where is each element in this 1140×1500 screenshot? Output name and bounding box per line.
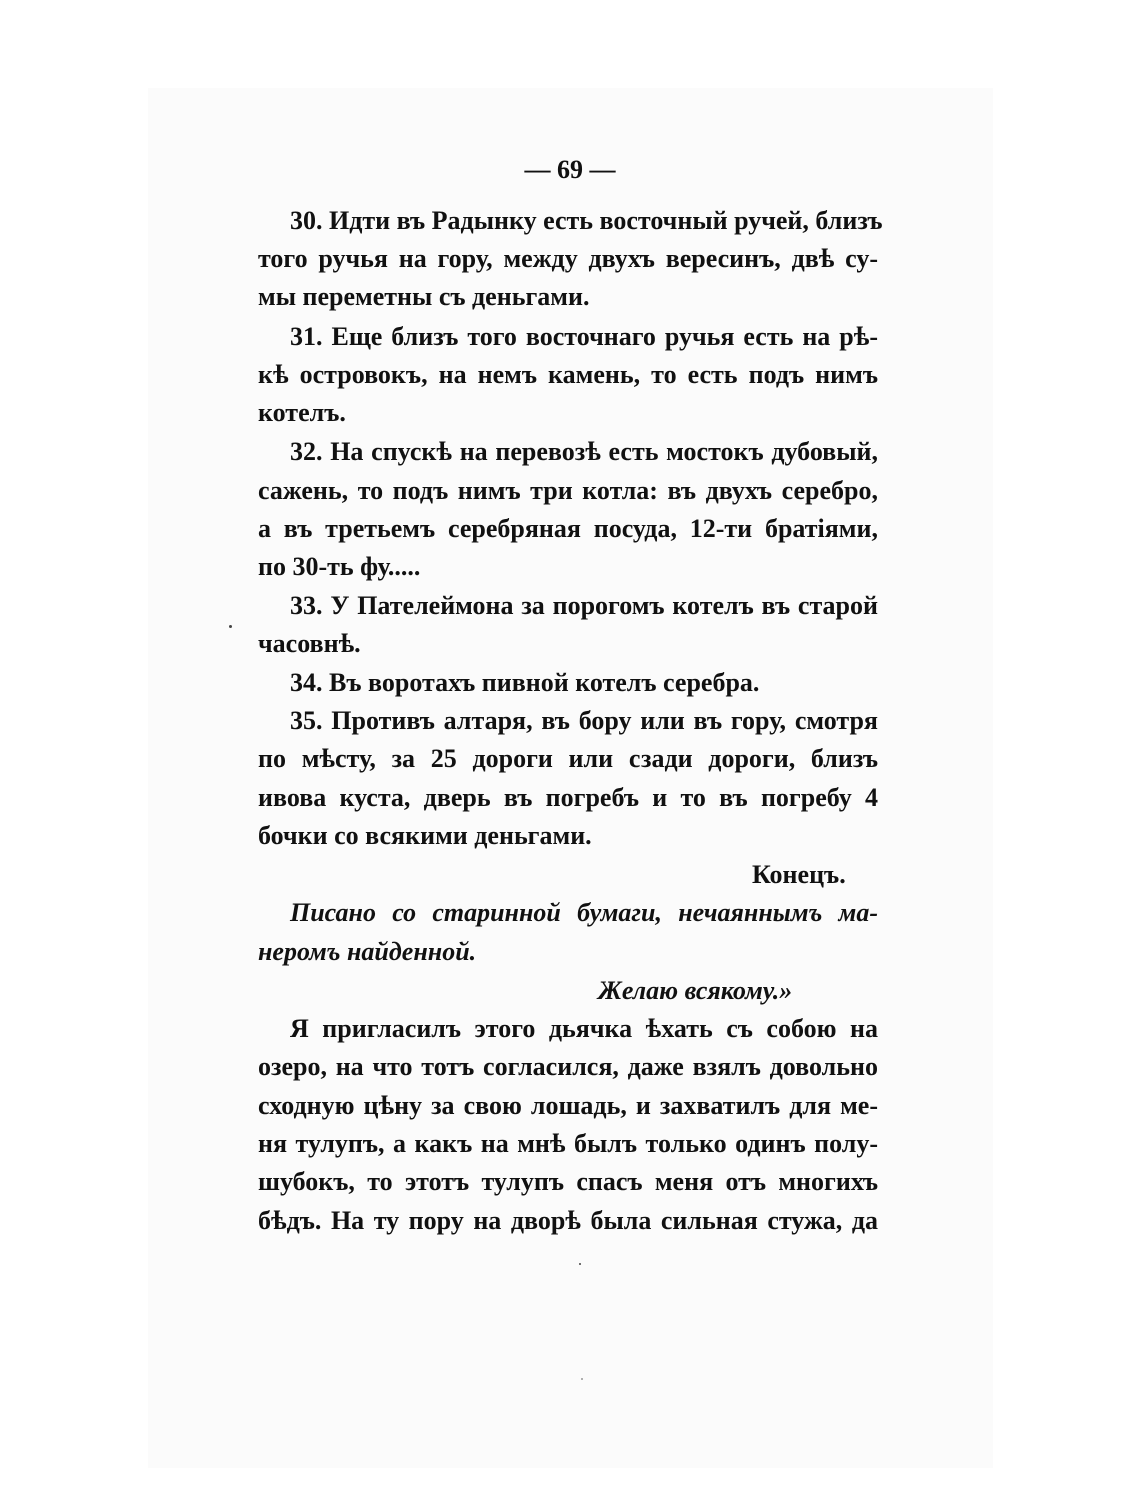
paragraph-35-line-1: 35. Противъ алтаря, въ бору или въ гору, смотря (290, 706, 878, 735)
narrative-line-2: озеро, на что тотъ согласился, даже взялъ довольно (258, 1052, 878, 1081)
narrative-line-3: сходную цѣну за свою лошадь, и захватилъ для ме- (258, 1091, 878, 1120)
narrative-line-5: шубокъ, то этотъ тулупъ спасъ меня отъ многихъ (258, 1167, 878, 1196)
page-number: — 69 — (524, 155, 616, 184)
paragraph-32-line-2: сажень, то подъ нимъ три котла: въ двухъ серебро, (258, 476, 878, 505)
paragraph-33-line-2: часовнѣ. (258, 629, 361, 658)
paragraph-34-line-1: 34. Въ воротахъ пивной котелъ серебра. (290, 668, 760, 697)
paragraph-30-line-2: того ручья на гору, между двухъ вересинъ, двѣ су- (258, 244, 878, 273)
paragraph-32-line-1: 32. На спускѣ на перевозѣ есть мостокъ дубовый, (290, 437, 878, 466)
paragraph-32-line-3: а въ третьемъ серебряная посуда, 12-ти братіями, (258, 514, 878, 543)
paragraph-35-line-3: ивова куста, дверь въ погребъ и то въ погребу 4 (258, 783, 878, 812)
note-line-1: Писано со старинной бумаги, нечаяннымъ ма- (290, 898, 878, 927)
paragraph-35-line-4: бочки со всякими деньгами. (258, 821, 592, 850)
narrative-line-1: Я пригласилъ этого дьячка ѣхать съ собою на (290, 1014, 878, 1043)
ink-speck (579, 1263, 581, 1265)
paragraph-31-line-3: котелъ. (258, 398, 346, 427)
paragraph-30-line-3: мы переметны съ деньгами. (258, 282, 590, 311)
narrative-line-6: бѣдъ. На ту пору на дворѣ была сильная стужа, да (258, 1206, 878, 1235)
paragraph-31-line-2: кѣ островокъ, на немъ камень, то есть подъ нимъ (258, 360, 878, 389)
ink-speck (581, 1378, 583, 1380)
ending-word: Конецъ. (752, 860, 846, 889)
paragraph-31-line-1: 31. Еще близъ того восточнаго ручья есть на рѣ- (290, 322, 878, 351)
ink-speck (229, 625, 232, 628)
note-line-2: неромъ найденной. (258, 937, 477, 966)
paragraph-32-line-4: по 30-ть фу..... (258, 552, 421, 581)
paragraph-30-line-1: 30. Идти въ Радынку есть восточный ручей, близъ (290, 206, 883, 235)
paragraph-33-line-1: 33. У Пателеймона за порогомъ котелъ въ старой (290, 591, 878, 620)
paragraph-35-line-2: по мѣсту, за 25 дороги или сзади дороги, близъ (258, 744, 878, 773)
wish-signoff: Желаю всякому.» (598, 976, 793, 1005)
narrative-line-4: ня тулупъ, а какъ на мнѣ былъ только одинъ полу- (258, 1129, 878, 1158)
